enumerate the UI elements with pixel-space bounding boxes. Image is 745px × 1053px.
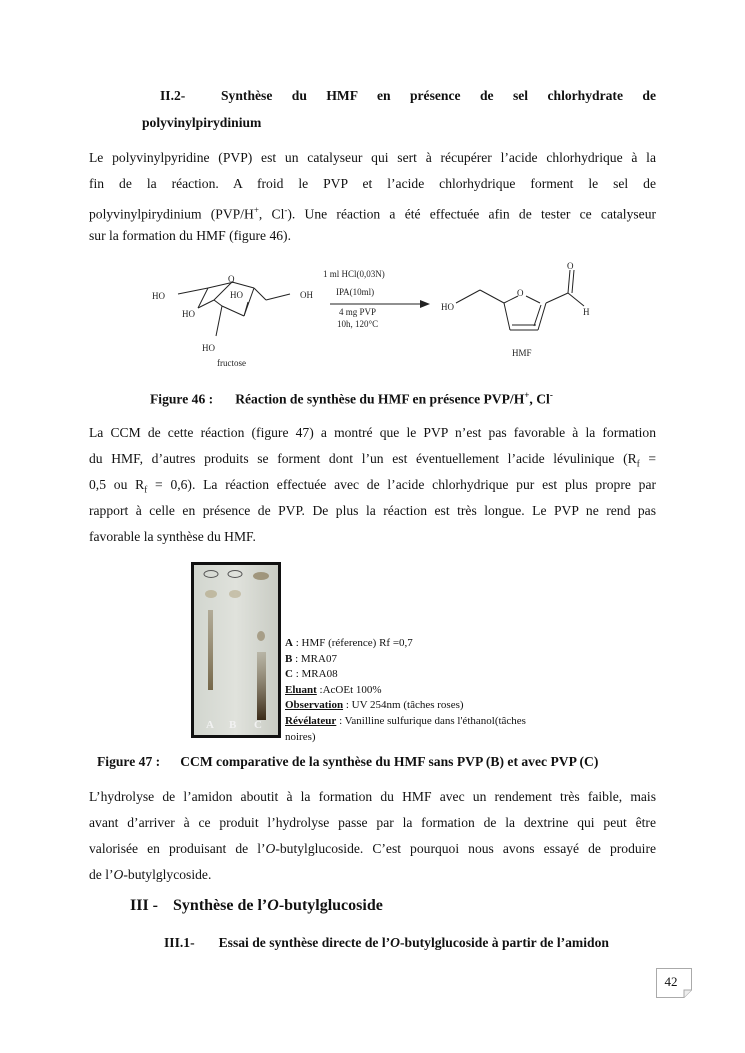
section-number: II.2- [160,88,186,103]
fructose-ho-label: HO [230,290,243,300]
reaction-arrow-head [420,300,430,308]
hmf-ho-label: HO [441,302,454,312]
section-heading-iii1: III.1- Essai de synthèse directe de l’O-butylglucoside à partir de l’amidon [164,935,609,950]
text-line: fin de la réaction. A froid le PVP et l’acide chlorhydrique forment le sel de [89,176,656,191]
reaction-scheme-figure46 [150,258,600,373]
legend-item-tail: noires) [285,730,316,743]
section-heading-iii: III - Synthèse de l’O-butylglucoside [130,897,383,914]
figure47-caption [97,754,598,770]
spot-c-mid [257,631,265,641]
svg-text:1 ml HCl(0,03N): 1 ml HCl(0,03N) [323,269,385,279]
reaction-conditions [323,269,385,329]
svg-text:4 mg PVP: 4 mg PVP [339,307,377,317]
caption-label: Figure 47 : [97,754,161,769]
svg-text:10h, 120°C: 10h, 120°C [337,319,379,329]
smear-lane-a [208,610,213,690]
lane-label-c: C [254,719,262,731]
text-line: rapport à celle en présence de PVP. De plus la réaction est très longue. Le PVP ne rend pas [89,503,656,518]
text-line: favorable la synthèse du HMF. [89,529,256,544]
figure46-caption: Figure 46 : Réaction de synthèse du HMF en présence PVP/H+, Cl- [150,390,553,407]
tlc-legend [285,636,526,745]
product-label: HMF [512,348,532,358]
legend-item: Révélateur : Vanilline sulfurique dans l'éthanol(tâches [285,714,526,727]
text-line: Le polyvinylpyridine (PVP) est un catalyseur qui sert à récupérer l’acide chlorhydrique à la [89,150,656,165]
legend-item: Observation : UV 254nm (tâches roses) [285,699,464,712]
fructose-ho-label: HO [152,291,165,301]
text-line: La CCM de cette réaction (figure 47) a montré que le PVP n’est pas favorable à la formation [89,425,656,440]
fructose-oh-label: OH [300,290,313,300]
text-line: avant d’arriver à ce produit l’hydrolyse passe par la formation de la dextrine qui peut être [89,815,656,830]
section-number: III - [130,897,159,914]
hmf-o-label: O [517,288,524,298]
smear-lane-c [257,652,266,720]
text-line: valorisée en produisant de l’O-butylglucoside. C’est pourquoi nous avons essayé de produire [89,841,656,856]
section-number: III.1- [164,935,195,950]
reactant-label: fructose [217,358,246,368]
text-line: 0,5 ou $R_f = 0,6$). La réaction effectuée avec de l’acide chlorhydrique pur est plus propre par [89,477,657,495]
legend-item: A : HMF (réference) Rf =0,7 [285,637,413,649]
page-number: 42 [664,974,678,989]
spot-a-mid [205,590,217,598]
svg-text:IPA(10ml): IPA(10ml) [336,287,375,297]
text-line: L’hydrolyse de l’amidon aboutit à la formation du HMF avec un rendement très faible, mais [89,789,656,804]
lane-label-b: B [229,719,237,731]
hmf-carbonyl-o-label: O [567,261,574,271]
fructose-ho-label: HO [182,309,195,319]
tlc-plate-photo [191,562,281,738]
hmf-h-label: H [583,307,590,317]
caption-text: Réaction de synthèse du HMF en présence PVP/H [235,391,525,407]
caption-label: Figure 46 : [150,391,214,407]
section-title-line2: polyvinylpirydinium [142,115,262,130]
spot-c-top [253,572,269,580]
fructose-ho-label: HO [202,343,215,353]
section-heading-ii2 [160,88,656,104]
page-number-box [656,968,692,998]
text-line: de l’O-butylglycoside. [89,867,212,882]
section-title-line1: Synthèse du HMF en présence de sel chlorhydrate de [221,88,656,103]
text-line: polyvinylpirydinium (PVP/H+, Cl-). Une réaction a été effectuée afin de tester ce catalyseur [89,205,657,222]
lane-label-a: A [206,719,214,731]
fructose-o-label: O [228,274,235,284]
legend-item: C : MRA08 [285,668,338,681]
legend-item: B : MRA07 [285,652,337,665]
legend-item: Eluant :AcOEt 100% [285,683,382,696]
hmf-structure [456,270,584,330]
text-line: sur la formation du HMF (figure 46). [89,228,291,243]
spot-b-mid [229,590,241,598]
text-line: du HMF, d’autres produits se forment dont l’un est éventuellement l’acide lévulinique ($R_f$ = [89,451,656,469]
caption-text: CCM comparative de la synthèse du HMF sans PVP (B) et avec PVP (C) [180,754,599,769]
